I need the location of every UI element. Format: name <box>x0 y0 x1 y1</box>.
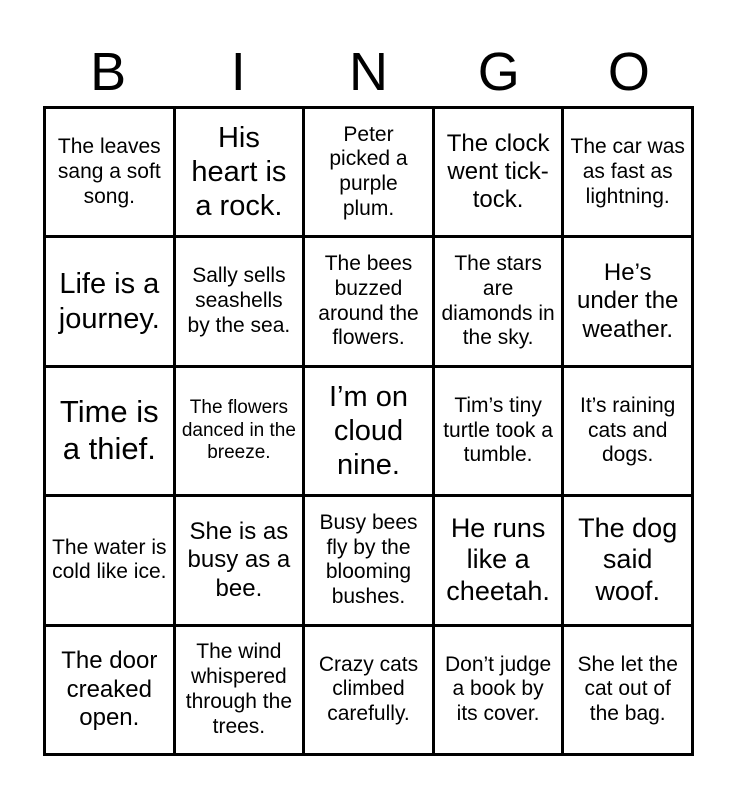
bingo-cell[interactable]: Life is a journey. <box>46 238 173 364</box>
bingo-cell[interactable]: Peter picked a purple plum. <box>305 109 432 235</box>
bingo-cell[interactable]: The flowers danced in the breeze. <box>176 368 303 494</box>
bingo-cell[interactable]: The leaves sang a soft song. <box>46 109 173 235</box>
bingo-cell[interactable]: The stars are diamonds in the sky. <box>435 238 562 364</box>
bingo-cell[interactable]: Crazy cats climbed carefully. <box>305 627 432 753</box>
bingo-cell[interactable]: The clock went tick-tock. <box>435 109 562 235</box>
bingo-cell[interactable]: Don’t judge a book by its cover. <box>435 627 562 753</box>
bingo-cell[interactable]: The dog said woof. <box>564 497 691 623</box>
bingo-cell[interactable]: His heart is a rock. <box>176 109 303 235</box>
bingo-board <box>43 106 694 756</box>
bingo-cell[interactable]: Sally sells seashells by the sea. <box>176 238 303 364</box>
header-letter-i: I <box>230 42 246 102</box>
header-letter-g: G <box>477 42 520 102</box>
bingo-cell[interactable]: The wind whispered through the trees. <box>176 627 303 753</box>
header-letter-b: B <box>90 42 127 102</box>
bingo-cell[interactable]: The bees buzzed around the flowers. <box>305 238 432 364</box>
bingo-cell[interactable]: He’s under the weather. <box>564 238 691 364</box>
bingo-cell[interactable]: She is as busy as a bee. <box>176 497 303 623</box>
bingo-cell[interactable]: She let the cat out of the bag. <box>564 627 691 753</box>
bingo-cell[interactable]: Tim’s tiny turtle took a tumble. <box>435 368 562 494</box>
bingo-cell[interactable]: I’m on cloud nine. <box>305 368 432 494</box>
bingo-cell[interactable]: Time is a thief. <box>46 368 173 494</box>
bingo-cell[interactable]: He runs like a cheetah. <box>435 497 562 623</box>
bingo-cell[interactable]: The door creaked open. <box>46 627 173 753</box>
header-letter-n: N <box>348 42 388 102</box>
bingo-header <box>43 38 694 106</box>
bingo-cell[interactable]: It’s raining cats and dogs. <box>564 368 691 494</box>
bingo-cell[interactable]: Busy bees fly by the blooming bushes. <box>305 497 432 623</box>
bingo-cell[interactable]: The car was as fast as lightning. <box>564 109 691 235</box>
bingo-cell[interactable]: The water is cold like ice. <box>46 497 173 623</box>
header-letter-o: O <box>607 42 650 102</box>
